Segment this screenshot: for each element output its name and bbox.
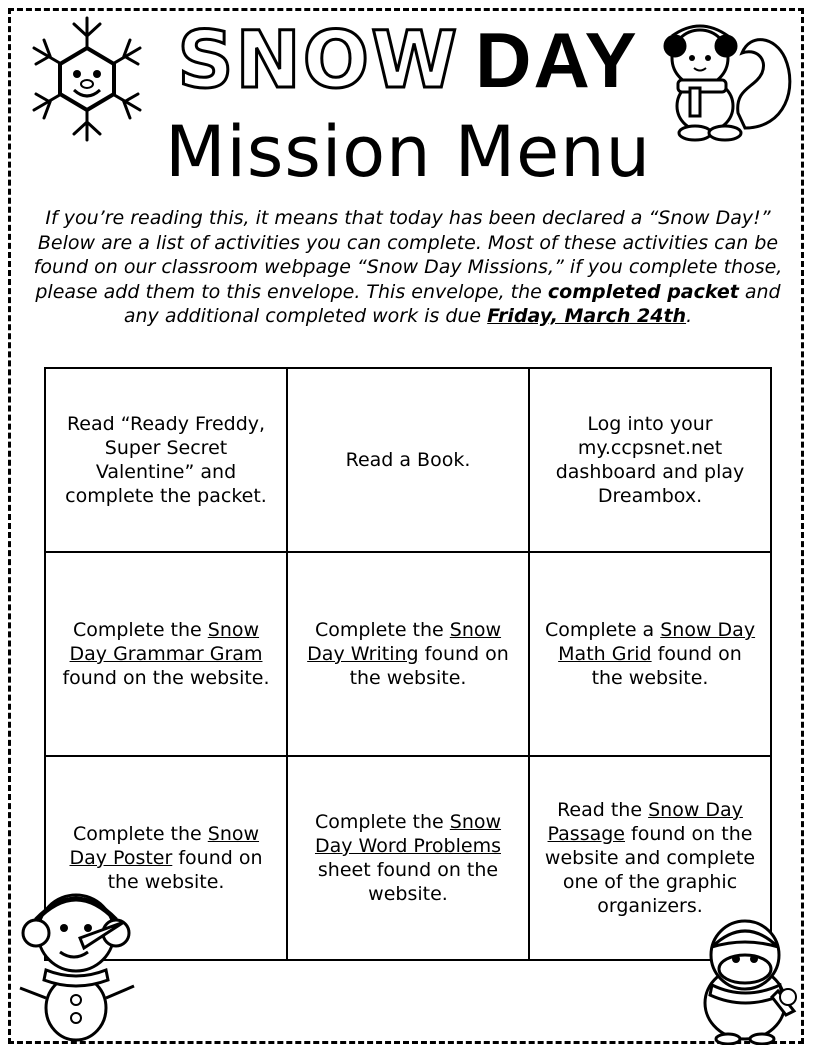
- mission-cell: [529, 368, 771, 552]
- title-snow: SNOW: [177, 16, 460, 106]
- mission-link[interactable]: Snow Day Grammar Gram: [69, 619, 263, 665]
- mission-cell: [45, 552, 287, 756]
- mission-text: Complete the: [314, 811, 450, 833]
- mission-text: found on the website and complete one of the graphic organizers.: [544, 823, 756, 917]
- mission-text: Complete the: [72, 619, 208, 641]
- mission-text: found on the website.: [107, 847, 263, 893]
- title: [0, 14, 816, 107]
- snowman-icon: [14, 878, 144, 1043]
- mission-text: found on the website.: [591, 643, 742, 689]
- mission-grid: [44, 367, 772, 961]
- mission-link[interactable]: Snow Day Word Problems: [314, 811, 502, 857]
- mission-cell: [287, 756, 529, 960]
- mission-text: Complete the: [314, 619, 450, 641]
- mission-link[interactable]: Snow Day Poster: [69, 823, 260, 869]
- intro-text-1: If you’re reading this, it means that today has been declared a “Snow Day!” Below are a list of activities you can complete. Most of these activities can be found on our classroom webpage “Snow Day Missions,” if you complete those, please add them to this envelope. This envelope, the: [33, 207, 783, 303]
- mission-text: sheet found on the website.: [317, 859, 499, 905]
- intro-end: .: [686, 305, 693, 327]
- mission-cell: [529, 552, 771, 756]
- mission-text: Log into your my.ccpsnet.net dashboard and play Dreambox.: [555, 413, 745, 507]
- due-date: Friday, March 24th: [487, 305, 687, 327]
- mission-link[interactable]: Snow Day Math Grid: [558, 619, 756, 665]
- mission-cell: [287, 368, 529, 552]
- mission-text: Read “Ready Freddy, Super Secret Valentine” and complete the packet.: [65, 413, 267, 507]
- title-day: DAY: [475, 16, 639, 104]
- mission-text: found on the website.: [62, 667, 270, 689]
- mission-text: Complete a: [544, 619, 661, 641]
- mission-cell: [287, 552, 529, 756]
- mission-text: Read a Book.: [345, 449, 471, 471]
- mission-text: Read the: [557, 799, 649, 821]
- mission-text: Complete the: [72, 823, 208, 845]
- intro-bold: completed packet: [547, 280, 739, 303]
- mission-cell: [45, 368, 287, 552]
- mission-link[interactable]: Snow Day Passage: [547, 799, 743, 845]
- intro-text-2: and any additional completed work is due: [123, 280, 781, 327]
- intro-paragraph: [30, 206, 786, 329]
- mission-text: found on the website.: [349, 643, 509, 689]
- penguin-icon: [690, 915, 805, 1045]
- mission-link[interactable]: Snow Day Writing: [307, 619, 502, 665]
- subtitle: Mission Menu: [165, 111, 651, 193]
